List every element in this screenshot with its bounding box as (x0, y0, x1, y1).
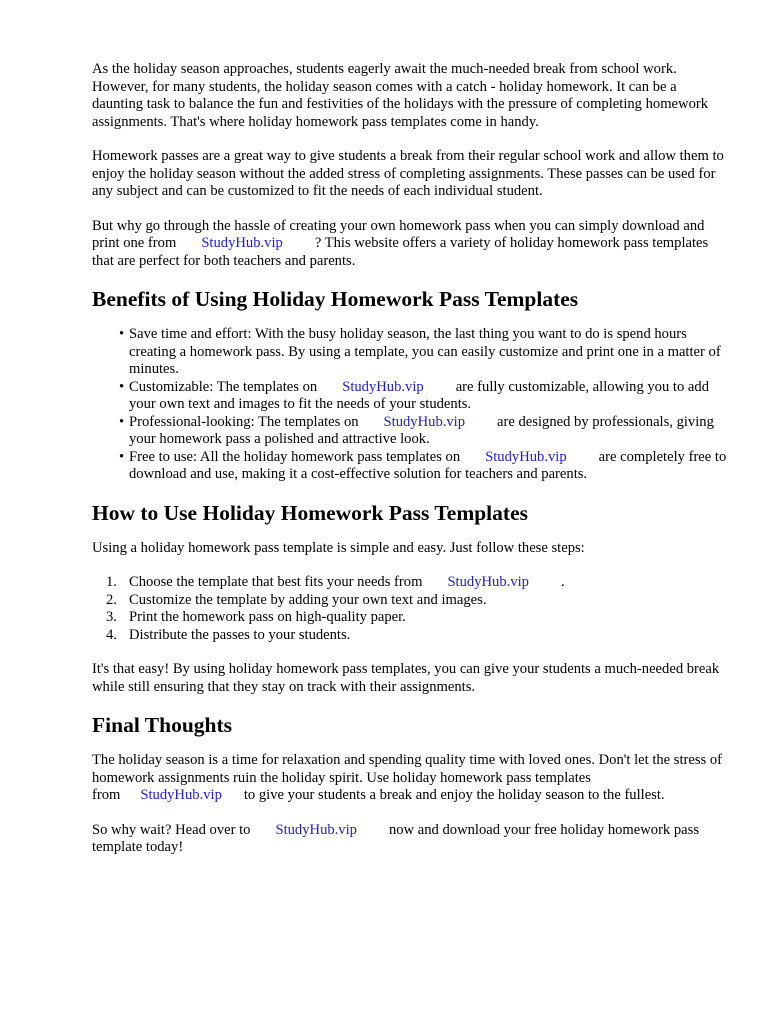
step-text-after: . (560, 574, 565, 590)
studyhub-link[interactable]: StudyHub.vip (275, 821, 357, 838)
benefits-heading: Benefits of Using Holiday Homework Pass Templates (92, 287, 579, 311)
final-p1-text-before: The holiday season is a time for relaxation and spending quality time with loved ones. Don't let the stress of homework assignments ruin the holiday spirit. Use holiday homework pass templates from (92, 752, 723, 803)
list-item (92, 326, 728, 379)
final-paragraph-1 (92, 752, 728, 805)
studyhub-link[interactable]: StudyHub.vip (383, 413, 466, 430)
step-number: 3. (106, 609, 117, 625)
step-number: 4. (106, 626, 117, 643)
intro-p3-text-after: ? This website offers a variety of holiday homework pass templates that are perfect for both teachers and parents. (92, 235, 709, 269)
bullet: • (119, 326, 125, 342)
list-item (92, 414, 728, 449)
list-item (92, 609, 728, 627)
studyhub-link[interactable]: StudyHub.vip (140, 787, 222, 803)
list-item (92, 379, 728, 414)
step-text: Print the homework pass on high-quality paper. (129, 609, 406, 625)
benefit-text-after: are designed by professionals, giving your homework pass a polished and attractive look. (129, 413, 714, 447)
studyhub-link[interactable]: StudyHub.vip (201, 235, 283, 251)
studyhub-link[interactable]: StudyHub.vip (342, 378, 424, 395)
benefit-text-before: Free to use: All the holiday homework pass templates on (129, 448, 461, 465)
step-text-before: Choose the template that best fits your needs from (129, 574, 423, 590)
step-number: 1. (106, 574, 117, 590)
final-p2-text-after: now and download your free holiday homework pass template today! (92, 821, 700, 855)
final-paragraph-2 (92, 822, 728, 857)
intro-paragraph-2: Homework passes are a great way to give students a break from their regular school work and allow them to enjoy the holiday season without the added stress of completing assignments. These passes can be used for any subject and can be customized to fit the needs of each individual student. (92, 148, 724, 199)
benefit-text-before: Customizable: The templates on (129, 378, 318, 395)
list-item (92, 592, 728, 610)
bullet: • (119, 378, 125, 395)
howto-outro: It's that easy! By using holiday homework pass templates, you can give your students a much-needed break while still ensuring that they stay on track with their assignments. (92, 661, 720, 695)
list-item (92, 574, 728, 592)
howto-heading: How to Use Holiday Homework Pass Templates (92, 500, 528, 525)
final-heading: Final Thoughts (92, 713, 233, 737)
list-item (92, 449, 728, 484)
step-number: 2. (106, 591, 117, 608)
intro-p3-text-before: But why go through the hassle of creating your own homework pass when you can simply download and print one from (92, 217, 705, 251)
steps-list (92, 574, 728, 644)
benefit-text-after: are fully customizable, allowing you to add your own text and images to fit the needs of your students. (129, 378, 709, 412)
intro-paragraph-1: As the holiday season approaches, students eagerly await the much-needed break from school work. However, for many students, the holiday season comes with a catch - holiday homework. It can be a daunting task to balance the fun and festivities of the holidays with the pressure of completing homework assignments. That's where holiday homework pass templates come in handy. (92, 61, 709, 130)
final-p2-text-before: So why wait? Head over to (92, 821, 251, 838)
howto-intro: Using a holiday homework pass template is simple and easy. Just follow these steps: (92, 539, 585, 556)
intro-paragraph-3 (92, 218, 728, 271)
benefit-text: Save time and effort: With the busy holiday season, the last thing you want to do is spend hours creating a homework pass. By using a template, you can easily customize and print one in a matter of minutes. (129, 326, 721, 377)
final-p1-text-after: to give your students a break and enjoy the holiday season to the fullest. (243, 787, 665, 803)
studyhub-link[interactable]: StudyHub.vip (485, 448, 567, 465)
studyhub-link[interactable]: StudyHub.vip (447, 574, 529, 590)
list-item (92, 627, 728, 645)
step-text: Distribute the passes to your students. (129, 626, 351, 643)
benefit-text-before: Professional-looking: The templates on (129, 413, 359, 430)
benefit-text-after: are completely free to download and use, making it a cost-effective solution for teachers and parents. (129, 448, 727, 482)
benefits-list (92, 326, 728, 484)
step-text: Customize the template by adding your own text and images. (129, 591, 487, 608)
bullet: • (119, 413, 125, 430)
bullet: • (119, 448, 125, 465)
